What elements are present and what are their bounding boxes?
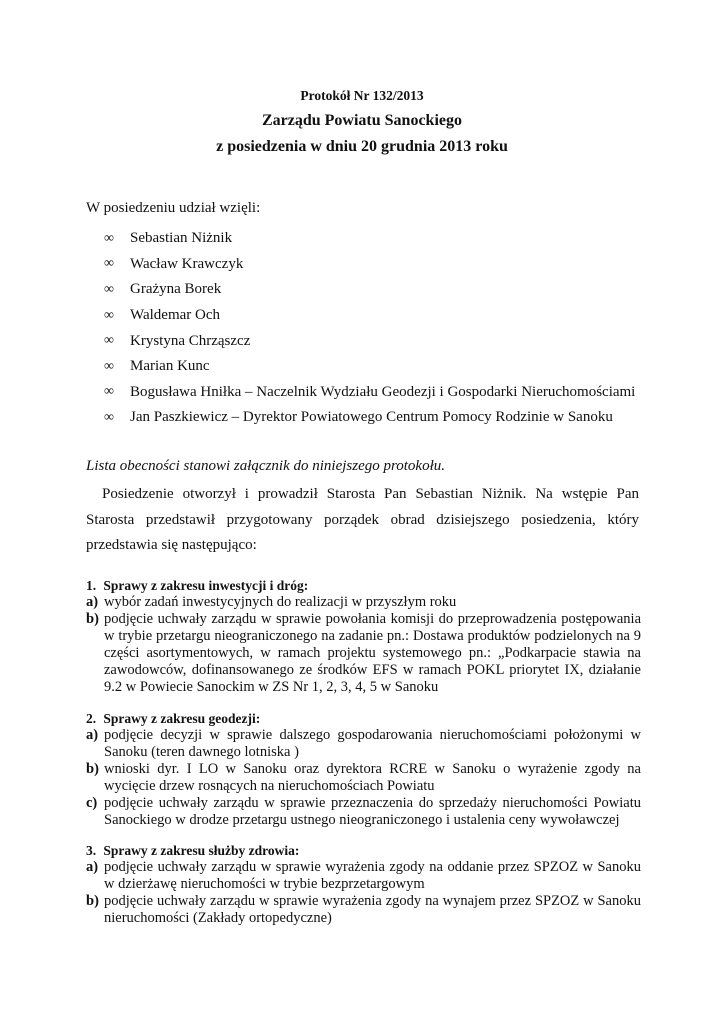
infinity-bullet-icon: ∞ [104,256,114,272]
agenda-section-health [86,842,641,927]
attendee-name: Jan Paszkiewicz – Dyrektor Powiatowego Centrum Pomocy Rodzinie w Sanoku [130,409,613,426]
agenda-item: b) wnioski dyr. I LO w Sanoku oraz dyrektora RCRE w Sanoku o wyrażenie zgody na wycięcie drzew rosnących na nieruchomościach Powiatu [86,761,641,794]
list-item [104,277,635,303]
attendee-name: Wacław Krawczyk [130,255,244,272]
attendee-name: Grażyna Borek [130,281,222,298]
attendee-name: Waldemar Och [130,307,220,324]
attendee-name: Bogusława Hniłka – Naczelnik Wydziału Geodezji i Gospodarki Nieruchomościami [130,383,636,400]
attendee-name: Marian Kunc [130,358,210,375]
list-item [104,380,635,406]
infinity-bullet-icon: ∞ [104,333,114,349]
infinity-bullet-icon: ∞ [104,281,114,297]
opening-paragraph: Posiedzenie otworzył i prowadził Starosta Pan Sebastian Niżnik. Na wstępie Pan Starosta przedstawił przygotowany porządek obrad dzisiejszego posiedzenia, który przedstawia się następująco: [86,486,639,553]
agenda-item: b) podjęcie uchwały zarządu w sprawie powołania komisji do przeprowadzenia postępowania w trybie przetargu nieograniczonego na zadanie pn.: Dostawa produktów podzielonych na 9 części asortymentowych, w ramach projektu systemowego pn.: „Podkarpacie stawia na zawodowców, dofinansowanego ze środków EFS w ramach POKL priorytet IX, działanie 9.2 w Powiecie Sanockim w ZS Nr 1, 2, 3, 4, 5 w Sanoku [86,611,641,695]
attendance-note: Lista obecności stanowi załącznik do niniejszego protokołu. [86,458,446,474]
list-item [104,354,635,380]
section-heading: 1. Sprawy z zakresu inwestycji i dróg: [86,578,309,593]
agenda-item: b) podjęcie uchwały zarządu w sprawie wyrażenia zgody na wynajem przez SPZOZ w Sanoku nieruchomości (Zakłady ortopedyczne) [86,893,641,926]
attendance-intro: W posiedzeniu udział wzięli: [86,200,261,216]
agenda-section-geodesy [86,710,641,829]
list-item [104,328,635,354]
agenda-item: a) podjęcie uchwały zarządu w sprawie wyrażenia zgody na oddanie przez SPZOZ w Sanoku w dzierżawę nieruchomości w trybie bezprzetargowym [86,859,641,892]
attendee-list [104,226,635,431]
attendee-name: Sebastian Niżnik [130,230,233,247]
list-item [104,226,635,252]
list-item [104,252,635,278]
section-heading: 3. Sprawy z zakresu służby zdrowia: [86,843,300,858]
meeting-date: z posiedzenia w dniu 20 grudnia 2013 roku [216,138,508,155]
infinity-bullet-icon: ∞ [104,384,114,400]
list-item [104,405,635,431]
list-item [104,303,635,329]
infinity-bullet-icon: ∞ [104,409,114,425]
agenda-item: a) podjęcie decyzji w sprawie dalszego gospodarowania nieruchomościami położonymi w Sanoku (teren dawnego lotniska ) [86,727,641,760]
infinity-bullet-icon: ∞ [104,307,114,323]
infinity-bullet-icon: ∞ [104,358,114,374]
agenda-section-investments [86,577,641,696]
protocol-number: Protokół Nr 132/2013 [300,88,424,103]
infinity-bullet-icon: ∞ [104,230,114,246]
board-name: Zarządu Powiatu Sanockiego [261,112,462,129]
attendee-name: Krystyna Chrząszcz [130,332,251,349]
agenda-item: c) podjęcie uchwały zarządu w sprawie przeznaczenia do sprzedaży nieruchomości Powiatu Sanockiego w drodze przetargu ustnego nieograniczonego i ustalenia ceny wywoławczej [86,795,641,828]
agenda-item: a) wybór zadań inwestycyjnych do realizacji w przyszłym roku [86,594,457,610]
section-heading: 2. Sprawy z zakresu geodezji: [86,711,261,726]
